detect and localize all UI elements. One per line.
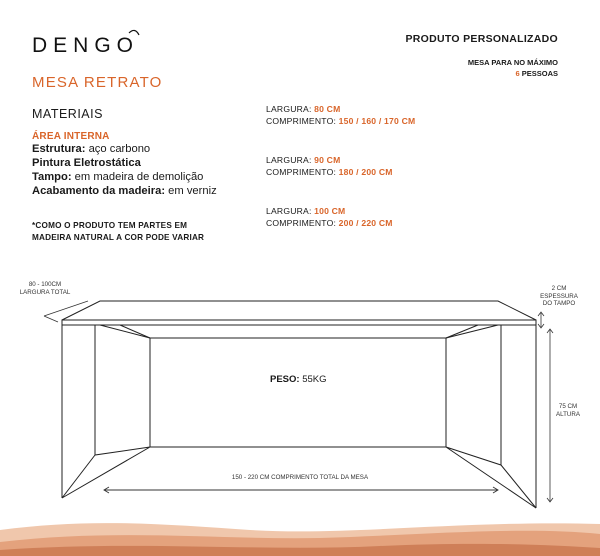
- width-label: 80 - 100CM LARGURA TOTAL: [19, 281, 71, 296]
- length-value: 200 / 220 CM: [338, 218, 393, 228]
- right-leg: [446, 325, 536, 508]
- width-label: LARGURA:: [266, 155, 315, 165]
- width-value: 80 CM: [314, 104, 341, 114]
- thickness-label: 2 CM ESPESSURA DO TAMPO: [540, 285, 578, 307]
- area-label: ÁREA INTERNA: [32, 131, 110, 142]
- width-label: LARGURA:: [266, 206, 315, 216]
- height-label: 75 CM ALTURA: [556, 403, 580, 418]
- width-label: LARGURA:: [266, 104, 315, 114]
- length-value: 180 / 200 CM: [338, 167, 393, 177]
- capacity-caption: MESA PARA NO MÁXIMO: [467, 58, 558, 67]
- width-arrow: [44, 301, 88, 316]
- custom-product-heading: PRODUTO PERSONALIZADO: [405, 33, 558, 45]
- material-label: Acabamento da madeira:: [32, 185, 166, 197]
- logo-swirl-icon: [129, 30, 139, 35]
- width-value: 100 CM: [314, 206, 346, 216]
- weight-title: PESO:: [270, 374, 300, 385]
- material-label: Tampo:: [32, 171, 72, 183]
- tabletop-edge: [62, 320, 536, 325]
- back-panel: [150, 338, 446, 447]
- capacity-number: 6: [515, 69, 520, 78]
- length-label: 150 - 220 CM COMPRIMENTO TOTAL DA MESA: [231, 474, 369, 481]
- length-label: COMPRIMENTO:: [266, 167, 339, 177]
- length-label: COMPRIMENTO:: [266, 218, 339, 228]
- weight-value: 55KG: [299, 374, 327, 385]
- left-leg: [62, 325, 150, 498]
- material-value: aço carbono: [85, 143, 151, 155]
- materials-heading: MATERIAIS: [32, 107, 103, 121]
- material-label: Estrutura:: [32, 143, 86, 155]
- width-value: 90 CM: [314, 155, 341, 165]
- material-value: em verniz: [165, 185, 217, 197]
- tabletop: [62, 301, 536, 320]
- length-label: COMPRIMENTO:: [266, 116, 339, 126]
- capacity-unit: PESSOAS: [519, 69, 558, 78]
- brand-logo: DENGO: [32, 34, 140, 57]
- note-line: MADEIRA NATURAL A COR PODE VARIAR: [32, 233, 205, 242]
- material-label: Pintura Eletrostática: [32, 157, 141, 169]
- product-title: MESA RETRATO: [32, 74, 163, 91]
- weight-label: [270, 374, 327, 385]
- length-value: 150 / 160 / 170 CM: [338, 116, 416, 126]
- note-line: *COMO O PRODUTO TEM PARTES EM: [32, 221, 188, 230]
- apron-lines: [100, 325, 498, 338]
- material-value: em madeira de demolição: [71, 171, 204, 183]
